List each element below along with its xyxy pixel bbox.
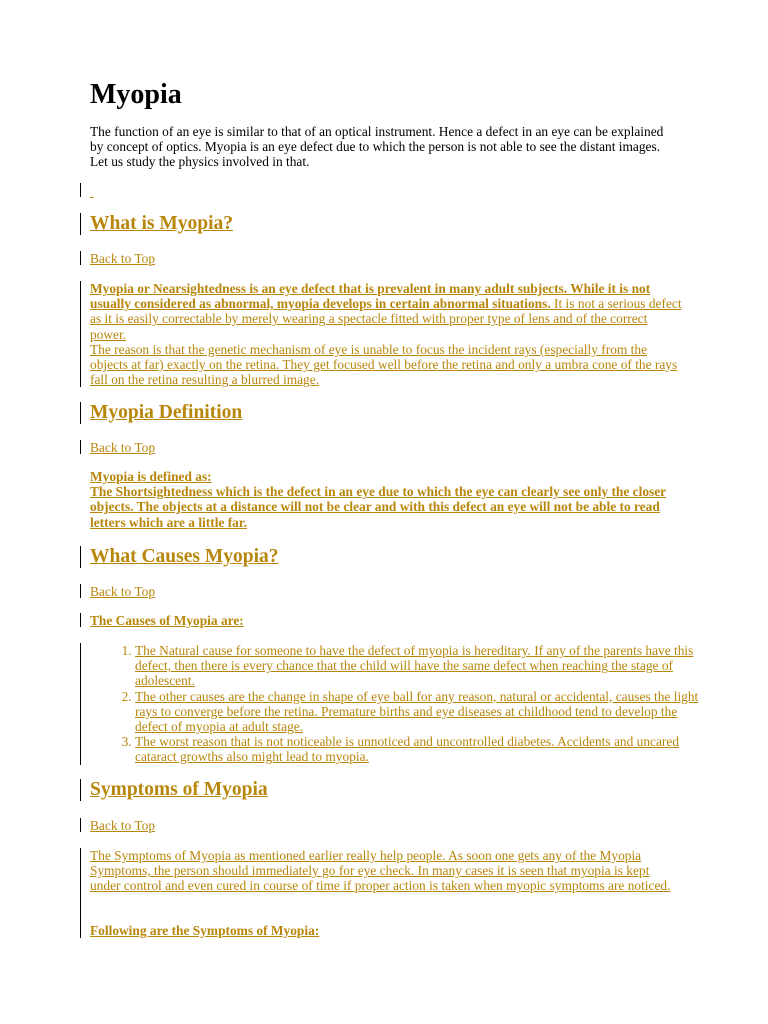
heading-what-is-myopia[interactable]: What is Myopia? (90, 213, 234, 234)
intro-paragraph: The function of an eye is similar to that of an optical instrument. Hence a defect in an eye can be explained by concept of optics. Myopia is an eye defect due to which the person is not able to see the distant images. Let us study the physics involved in that. (90, 124, 664, 170)
what-is-bold-text: Myopia or Nearsightedness is an eye defect that is prevalent in many adult subjects. While it is not usually considered as abnormal, myopia develops in certain abnormal situations. (90, 281, 651, 312)
section-bar (80, 251, 81, 265)
back-to-top-link[interactable]: Back to Top (90, 584, 156, 599)
back-to-top-link[interactable]: Back to Top (90, 818, 156, 833)
section-bar (80, 848, 81, 938)
what-is-normal-text: It is not a serious defect as it is easily correctable by merely wearing a spectacle fitted with proper type of lens and of the correct power. (90, 296, 682, 342)
what-is-myopia-text (90, 281, 682, 387)
heading-symptoms-of-myopia[interactable]: Symptoms of Myopia (90, 779, 268, 800)
heading-what-causes-myopia[interactable]: What Causes Myopia? (90, 546, 279, 567)
section-bar (80, 643, 81, 765)
section-bar (80, 546, 81, 568)
section-bar (80, 818, 81, 832)
section-bar (80, 779, 81, 801)
defined-as-label: Myopia is defined as: (90, 469, 212, 484)
empty-anchor-link[interactable] (90, 184, 93, 199)
cause-item: 3. The worst reason that is not noticeable is unnoticed and uncontrolled diabetes. Accidents and uncared cataract growths also might lead to myopia. (135, 734, 703, 764)
section-bar (80, 402, 81, 424)
back-to-top-link[interactable]: Back to Top (90, 440, 156, 455)
causes-list (114, 643, 703, 765)
section-bar (80, 584, 81, 598)
heading-myopia-definition[interactable]: Myopia Definition (90, 402, 243, 423)
causes-intro-text: The Causes of Myopia are: (90, 613, 244, 628)
cause-item: 1. The Natural cause for someone to have the defect of myopia is hereditary. If any of the parents have this defect, then there is every chance that the child will have the same defect when reaching the stage of adolescent. (135, 643, 703, 689)
symptoms-following-text: Following are the Symptoms of Myopia: (90, 923, 320, 938)
section-bar (80, 613, 81, 627)
section-bar (80, 440, 81, 454)
definition-text (90, 469, 682, 530)
causes-intro (90, 613, 682, 628)
symptoms-following (90, 923, 682, 938)
section-bar (80, 183, 81, 197)
definition-body: The Shortsightedness which is the defect in an eye due to which the eye can clearly see only the closer objects. The objects at a distance will not be clear and with this defect an eye will not be able to read letters which are a little far. (90, 484, 667, 530)
what-is-reason-text: The reason is that the genetic mechanism of eye is unable to focus the incident rays (especially from the objects at far) exactly on the retina. They get focused well before the retina and only a umbra cone of the rays fall on the retina resulting a blurred image. (90, 341, 678, 388)
section-bar (80, 281, 81, 387)
section-bar (80, 213, 81, 235)
page-title: Myopia (90, 79, 182, 110)
back-to-top-link[interactable]: Back to Top (90, 251, 156, 266)
symptoms-text: The Symptoms of Myopia as mentioned earlier really help people. As soon one gets any of the Myopia Symptoms, the person should immediately go for eye check. In many cases it is seen that myopia is kept under control and even cured in course of time if proper action is taken when myopic symptoms are noticed. (90, 848, 671, 894)
cause-item: 2. The other causes are the change in shape of eye ball for any reason, natural or accidental, causes the light rays to converge before the retina. Premature births and eye diseases at childhood tend to develop the defect of myopia at adult stage. (135, 689, 703, 735)
